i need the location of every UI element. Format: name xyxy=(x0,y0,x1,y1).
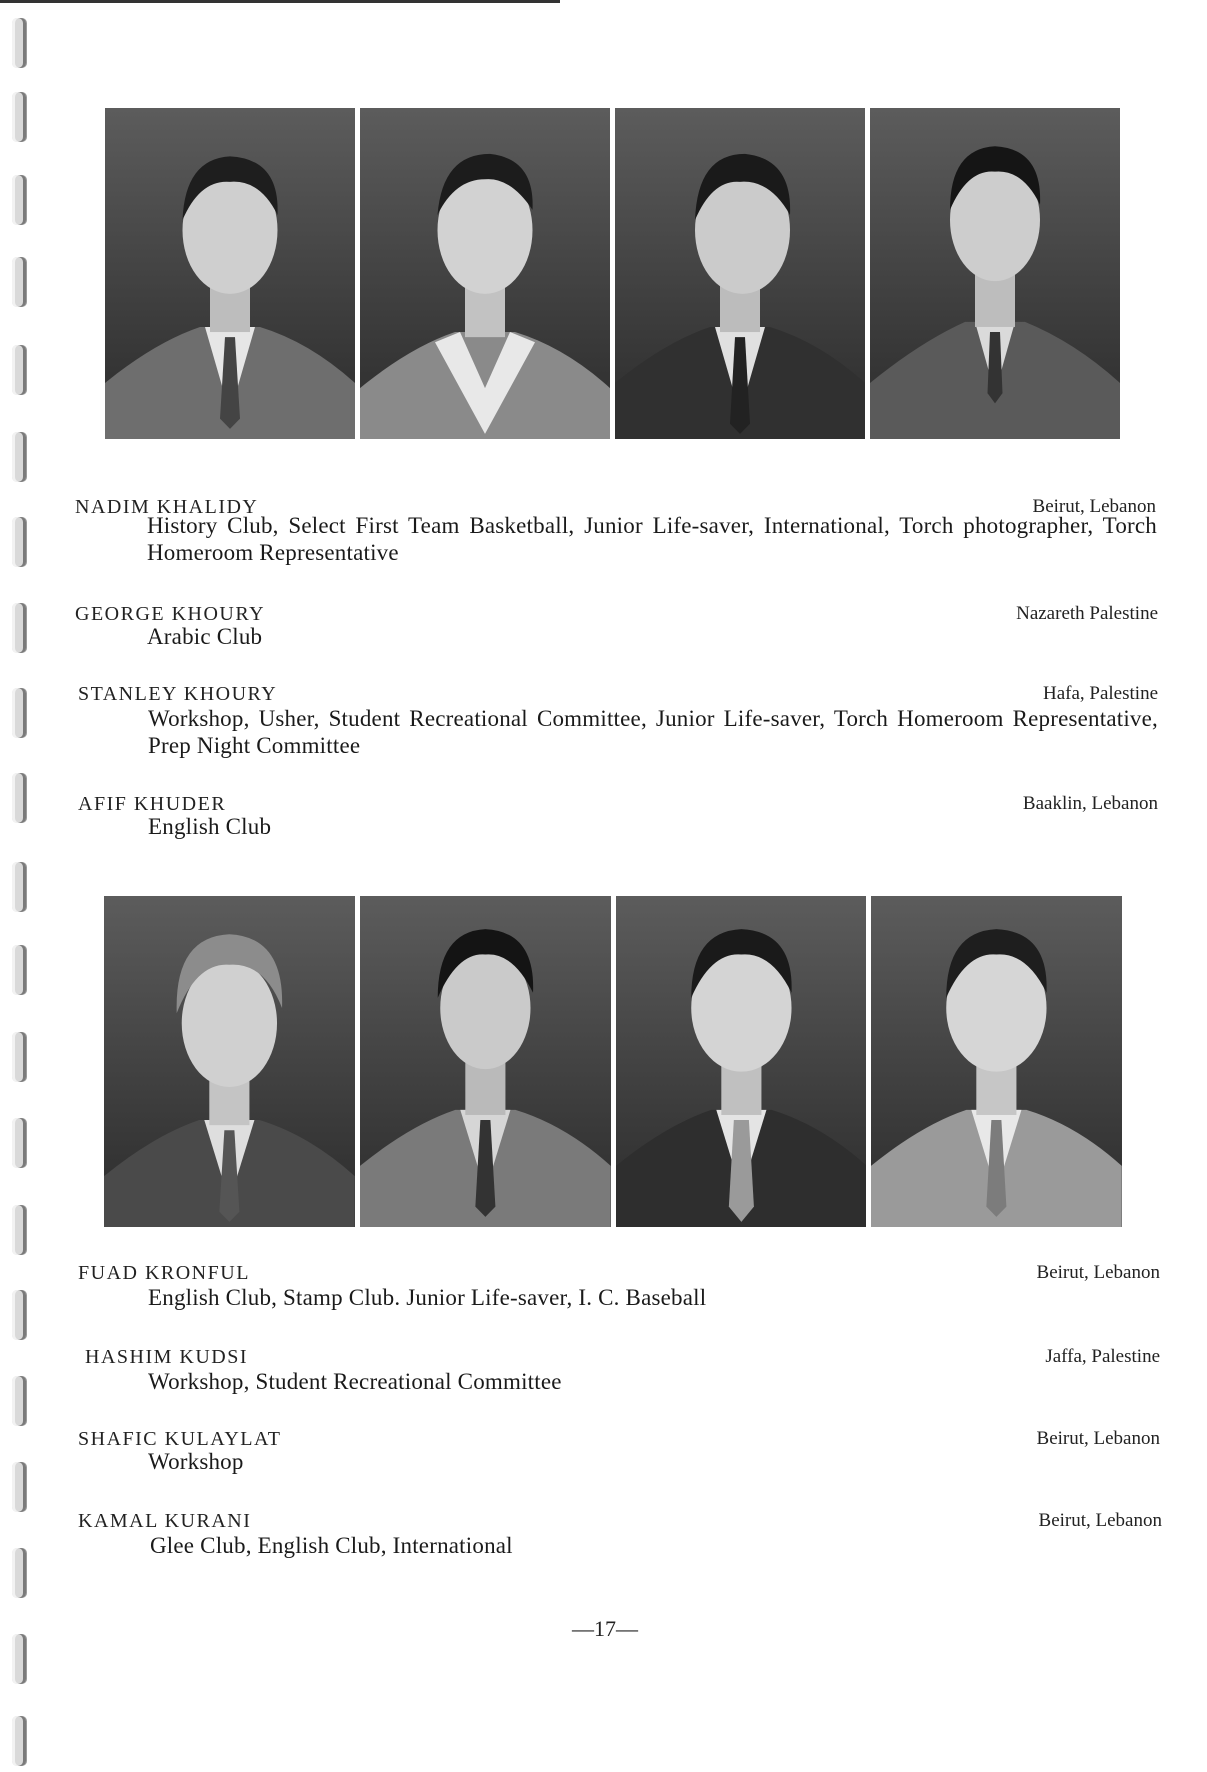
student-name: KAMAL KURANI xyxy=(78,1510,252,1532)
student-portrait-icon xyxy=(871,896,1122,1227)
student-name: STANLEY KHOURY xyxy=(78,683,278,705)
binding-hole xyxy=(12,688,26,738)
binding-hole xyxy=(12,175,26,225)
student-portrait-icon xyxy=(870,108,1120,439)
binding-hole xyxy=(12,945,26,995)
student-hometown: Hafa, Palestine xyxy=(1042,683,1158,704)
student-name: GEORGE KHOURY xyxy=(75,603,266,625)
student-portrait-icon xyxy=(615,108,865,439)
bottom-photo-strip xyxy=(104,896,1122,1227)
student-portrait-icon xyxy=(104,896,355,1227)
student-hometown: Beirut, Lebanon xyxy=(1036,1428,1160,1449)
student-activities: History Club, Select First Team Basketball, Junior Life-saver, International, Torch photographer, Torch Homeroom Representative xyxy=(147,513,1157,565)
student-portrait-icon xyxy=(105,108,355,439)
student-portrait-icon xyxy=(360,108,610,439)
binding-hole xyxy=(12,1118,26,1168)
student-hometown: Beirut, Lebanon xyxy=(1038,1510,1162,1531)
student-hometown: Baaklin, Lebanon xyxy=(1022,793,1158,814)
spiral-binding xyxy=(0,0,60,1772)
binding-hole xyxy=(12,1290,26,1340)
student-name: AFIF KHUDER xyxy=(78,793,227,815)
student-portrait-icon xyxy=(360,896,611,1227)
student-activities: Glee Club, English Club, International xyxy=(150,1533,513,1558)
binding-hole xyxy=(12,257,26,307)
binding-hole xyxy=(12,1634,26,1684)
binding-hole xyxy=(12,773,26,823)
top-edge-rule xyxy=(0,0,560,3)
student-name: NADIM KHALIDY xyxy=(75,496,259,518)
binding-hole xyxy=(12,18,26,68)
binding-hole xyxy=(12,1548,26,1598)
student-activities: Workshop, Usher, Student Recreational Committee, Junior Life-saver, Torch Homeroom Representative, Prep Night Committee xyxy=(148,706,1158,758)
student-hometown: Nazareth Palestine xyxy=(1016,603,1158,624)
student-hometown: Jaffa, Palestine xyxy=(1045,1346,1160,1367)
page-number: —17— xyxy=(572,1616,638,1641)
binding-hole xyxy=(12,432,26,482)
binding-hole xyxy=(12,1205,26,1255)
binding-hole xyxy=(12,1032,26,1082)
binding-hole xyxy=(12,92,26,142)
student-activities: English Club, Stamp Club. Junior Life-saver, I. C. Baseball xyxy=(148,1285,707,1310)
student-name: SHAFIC KULAYLAT xyxy=(78,1428,282,1450)
binding-hole xyxy=(12,1376,26,1426)
binding-hole xyxy=(12,345,26,395)
binding-hole xyxy=(12,603,26,653)
binding-hole xyxy=(12,862,26,912)
student-hometown: Beirut, Lebanon xyxy=(1032,496,1156,517)
student-activities: English Club xyxy=(148,814,272,839)
student-activities: Workshop, Student Recreational Committee xyxy=(148,1369,562,1394)
binding-hole xyxy=(12,1716,26,1766)
binding-hole xyxy=(12,517,26,567)
top-photo-strip xyxy=(105,108,1120,439)
student-activities: Arabic Club xyxy=(147,624,263,649)
student-portrait-icon xyxy=(616,896,867,1227)
student-name: FUAD KRONFUL xyxy=(78,1262,250,1284)
student-name: HASHIM KUDSI xyxy=(85,1346,249,1368)
binding-hole xyxy=(12,1462,26,1512)
student-hometown: Beirut, Lebanon xyxy=(1036,1262,1160,1283)
student-activities: Workshop xyxy=(148,1449,244,1474)
